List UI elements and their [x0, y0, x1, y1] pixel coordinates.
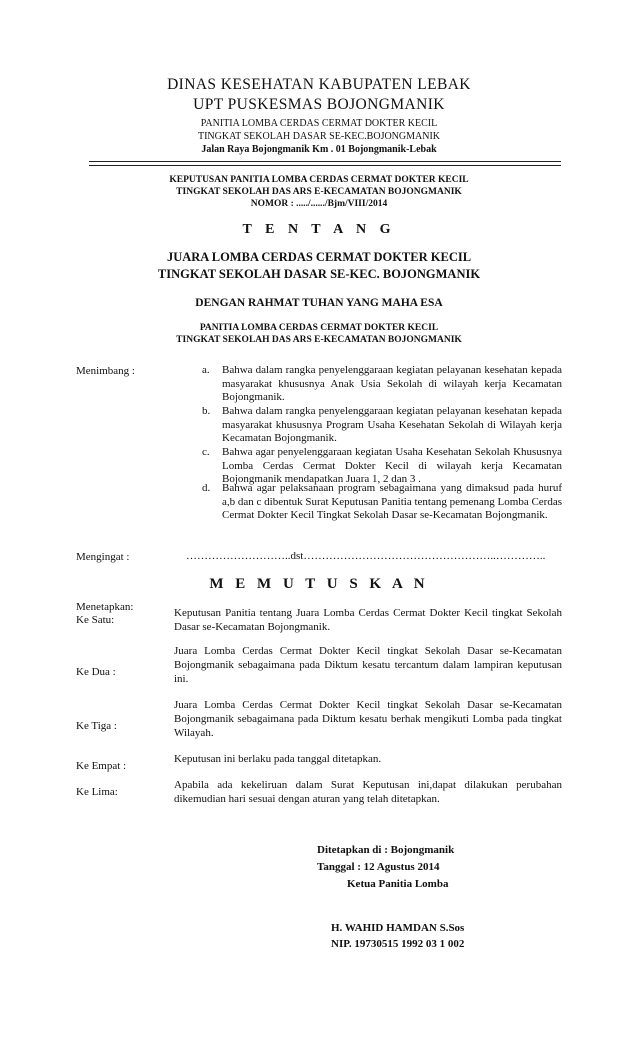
- considering-item-letter: b.: [202, 405, 211, 417]
- established-date: Tanggal : 12 Agustus 2014: [317, 861, 440, 873]
- decision-text: Keputusan ini berlaku pada tanggal ditetapkan.: [174, 753, 382, 765]
- establishing-label: Menetapkan:: [76, 601, 134, 613]
- letterhead-address: Jalan Raya Bojongmanik Km . 01 Bojongmanik-Lebak: [201, 144, 437, 155]
- letterhead-level: TINGKAT SEKOLAH DASAR SE-KEC.BOJONGMANIK: [197, 131, 441, 142]
- decree-subtitle: TINGKAT SEKOLAH DAS ARS E-KECAMATAN BOJONGMANIK: [176, 187, 462, 197]
- decision-text: Juara Lomba Cerdas Cermat Dokter Kecil tingkat Sekolah Dasar se-Kecamatan Bojongmanik sebagaimana pada Diktum kesatu berhak mengikuti Lomba pada tingkat Wilayah.: [174, 699, 562, 739]
- considering-item-letter: d.: [202, 482, 211, 494]
- subject-line-2: TINGKAT SEKOLAH DASAR SE-KEC. BOJONGMANIK: [157, 267, 481, 281]
- letterhead-office: UPT PUSKESMAS BOJONGMANIK: [193, 96, 445, 113]
- decision-text: Juara Lomba Cerdas Cermat Dokter Kecil tingkat Sekolah Dasar se-Kecamatan Bojongmanik sebagaimana pada Diktum kesatu tercantum dalam lampiran keputusan ini.: [174, 645, 562, 685]
- considering-item-text: Bahwa agar pelaksanaan program sebagaimana yang dimaksud pada huruf a,b dan c dibentuk Surat Keputusan Panitia tentang pemenang Lomba Cerdas Cermat Dokter Kecil Tingkat Sekolah Dasar se-Kecamatan Bojongmanik.: [222, 482, 562, 522]
- established-place: Ditetapkan di : Bojongmanik: [317, 844, 455, 856]
- decides-heading: M E M U T U S K A N: [209, 576, 429, 592]
- about-heading: T E N T A N G: [242, 222, 396, 237]
- committee-line-2: TINGKAT SEKOLAH DAS ARS E-KECAMATAN BOJONGMANIK: [176, 335, 462, 345]
- signatory-title: Ketua Panitia Lomba: [347, 878, 449, 890]
- considering-label: Menimbang :: [76, 365, 135, 377]
- considering-item-letter: a.: [202, 364, 210, 376]
- letterhead-divider: [89, 161, 561, 162]
- signatory-nip: NIP. 19730515 1992 03 1 002: [331, 938, 465, 950]
- considering-item-letter: c.: [202, 446, 210, 458]
- recalling-text: ………………………..dst……………………………………………..…………..: [186, 550, 546, 562]
- decision-label: Ke Dua :: [76, 666, 116, 678]
- recalling-label: Mengingat :: [76, 551, 130, 563]
- decree-title: KEPUTUSAN PANITIA LOMBA CERDAS CERMAT DOKTER KECIL: [169, 175, 469, 185]
- decision-label: Ke Tiga :: [76, 720, 117, 732]
- committee-line-1: PANITIA LOMBA CERDAS CERMAT DOKTER KECIL: [199, 323, 439, 333]
- decision-label: Ke Lima:: [76, 786, 118, 798]
- letterhead-divider-thin: [89, 165, 561, 166]
- blessing-line: DENGAN RAHMAT TUHAN YANG MAHA ESA: [195, 297, 443, 309]
- considering-item-text: Bahwa dalam rangka penyelenggaraan kegiatan pelayanan kesehatan kepada masyarakat khususnya Program Usaha Kesehatan Sekolah di Wilayah kerja Kecamatan Bojongmanik.: [222, 405, 562, 445]
- decision-label: Ke Satu:: [76, 614, 115, 626]
- considering-item-text: Bahwa agar penyelenggaraan kegiatan Usaha Kesehatan Sekolah Khususnya Lomba Cerdas Cermat Dokter Kecil di wilayah kerja Kecamatan Bojongmanik mendapatkan Juara 1, 2 dan 3 .: [222, 446, 562, 486]
- decision-text: Keputusan Panitia tentang Juara Lomba Cerdas Cermat Dokter Kecil tingkat Sekolah Dasar se-Kecamatan Bojongmanik.: [174, 607, 562, 633]
- decision-label: Ke Empat :: [76, 760, 127, 772]
- subject-line-1: JUARA LOMBA CERDAS CERMAT DOKTER KECIL: [166, 250, 472, 264]
- signatory-name: H. WAHID HAMDAN S.Sos: [331, 922, 465, 934]
- considering-item-text: Bahwa dalam rangka penyelenggaraan kegiatan pelayanan kesehatan kepada masyarakat khususnya Anak Usia Sekolah di wilayah kerja Kecamatan Bojongmanik.: [222, 364, 562, 404]
- letterhead-agency: DINAS KESEHATAN KABUPATEN LEBAK: [167, 76, 471, 93]
- letterhead-committee: PANITIA LOMBA CERDAS CERMAT DOKTER KECIL: [200, 118, 438, 129]
- decree-number: NOMOR : ...../....../Bjm/VIII/2014: [250, 199, 388, 209]
- decision-text: Apabila ada kekeliruan dalam Surat Keputusan ini,dapat dilakukan perubahan dikemudian hari sesuai dengan aturan yang telah ditetapkan.: [174, 779, 562, 805]
